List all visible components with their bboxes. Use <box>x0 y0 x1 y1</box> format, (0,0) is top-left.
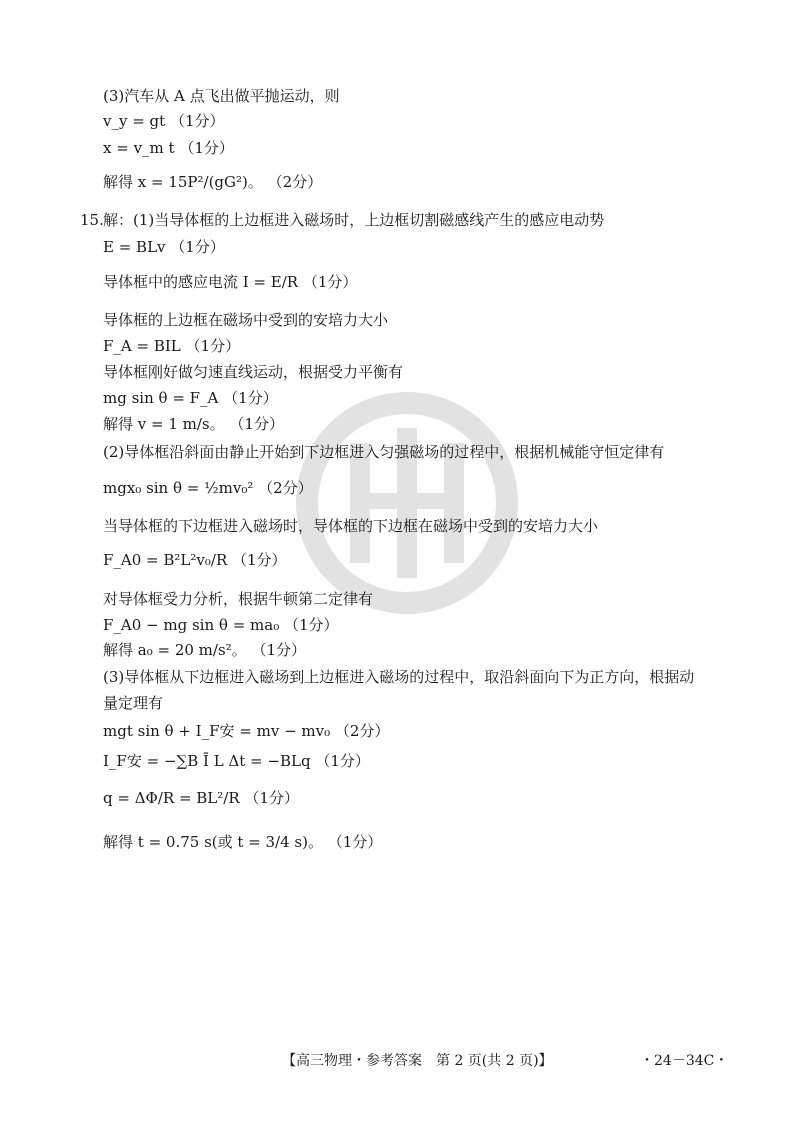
q15-eq-charge: q = ΔΦ/R = BL²/R （1分） <box>103 789 299 807</box>
q14-eq-vy: v_y = gt （1分） <box>103 112 225 130</box>
q15-result-v: 解得 v = 1 m/s。 （1分） <box>103 415 284 433</box>
q15-eq-impulse: I_F安 = −∑B Ī L Δt = −BLq （1分） <box>103 752 370 770</box>
q15-eq-current: 导体框中的感应电流 I = E/R （1分） <box>103 273 358 291</box>
q15-text-balance: 导体框刚好做匀速直线运动，根据受力平衡有 <box>103 363 404 381</box>
page-code: ・24－34C・ <box>640 1053 729 1069</box>
q14-eq-x: x = v_m t （1分） <box>103 139 234 157</box>
q14-result: 解得 x = 15P²/(gG²)。 （2分） <box>103 173 323 191</box>
q15-number: 15. <box>80 211 104 229</box>
q15-part3-intro-cont: 量定理有 <box>103 694 164 712</box>
q15-eq-fa: F_A = BIL （1分） <box>103 337 241 355</box>
q15-text-force2: 当导体框的下边框进入磁场时，导体框的下边框在磁场中受到的安培力大小 <box>103 517 599 535</box>
watermark-logo-icon <box>292 388 522 618</box>
q15-text-newton: 对导体框受力分析，根据牛顿第二定律有 <box>103 590 374 608</box>
q15-part1-intro: 解：(1)当导体框的上边框进入磁场时，上边框切割磁感线产生的感应电动势 <box>103 211 605 229</box>
q15-eq-newton: F_A0 − mg sin θ = ma₀ （1分） <box>103 616 339 634</box>
q15-eq-energy: mgx₀ sin θ = ½mv₀² （2分） <box>103 479 313 497</box>
q14-part3-intro: (3)汽车从 A 点飞出做平抛运动，则 <box>103 87 340 105</box>
q15-part3-intro: (3)导体框从下边框进入磁场到上边框进入磁场的过程中，取沿斜面向下为正方向，根据动 <box>103 668 695 686</box>
q15-part2-intro: (2)导体框沿斜面由静止开始到下边框进入匀强磁场的过程中，根据机械能守恒定律有 <box>103 443 665 461</box>
q15-text-force: 导体框的上边框在磁场中受到的安培力大小 <box>103 311 389 329</box>
q15-result-t: 解得 t = 0.75 s(或 t = 3/4 s)。 （1分） <box>103 833 383 851</box>
q15-eq-momentum: mgt sin θ + I_F安 = mv − mv₀ （2分） <box>103 722 390 740</box>
q15-eq-balance: mg sin θ = F_A （1分） <box>103 389 278 407</box>
q15-result-a0: 解得 a₀ = 20 m/s²。 （1分） <box>103 641 306 659</box>
q15-eq-emf: E = BLv （1分） <box>103 238 225 256</box>
page-footer: 【高三物理・参考答案 第 2 页(共 2 页)】 <box>282 1053 553 1069</box>
q15-eq-fa0: F_A0 = B²L²v₀/R （1分） <box>103 551 287 569</box>
